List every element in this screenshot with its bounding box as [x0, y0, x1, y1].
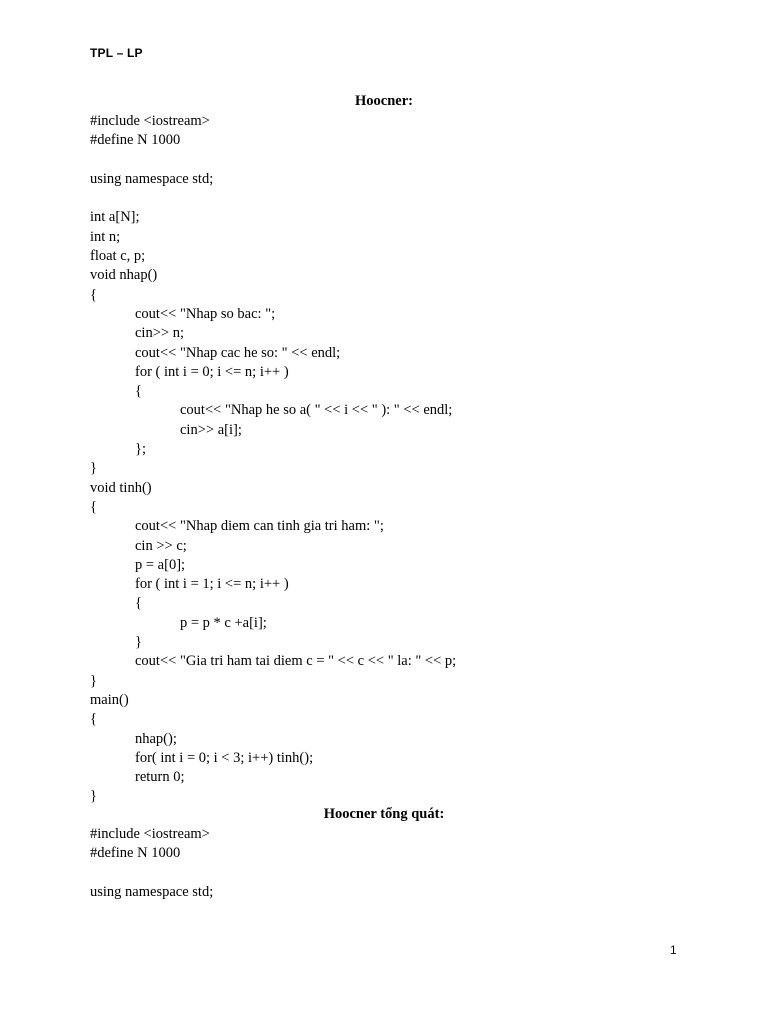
code-line: {: [135, 595, 142, 612]
code-line: cout<< "Gia tri ham tai diem c = " << c << " la: " << p;: [135, 653, 457, 670]
code-line: float c, p;: [90, 248, 146, 265]
code-line: using namespace std;: [90, 883, 214, 900]
code-line: {: [90, 711, 97, 728]
code-block-hoocner: [90, 112, 456, 807]
code-line: nhap();: [135, 730, 177, 747]
code-line: {: [135, 383, 142, 400]
code-line: for ( int i = 1; i <= n; i++ ): [135, 576, 289, 593]
section-title-hoocner: Hoocner:: [355, 93, 413, 109]
code-line: cout<< "Nhap so bac: ";: [135, 305, 276, 322]
code-line: cout<< "Nhap diem can tinh gia tri ham: ";: [135, 518, 384, 535]
code-line: cin>> a[i];: [180, 421, 242, 438]
code-line: cout<< "Nhap cac he so: " << endl;: [135, 344, 341, 361]
code-line: p = p * c +a[i];: [180, 614, 267, 631]
code-line: };: [135, 441, 146, 458]
code-line: }: [90, 672, 97, 689]
code-line: #define N 1000: [90, 845, 181, 862]
code-line: void tinh(): [90, 479, 152, 496]
code-line: }: [90, 788, 97, 805]
code-line: cout<< "Nhap he so a( " << i << " ): " << endl;: [180, 402, 453, 419]
code-line: #define N 1000: [90, 132, 181, 149]
page-header: TPL – LP: [90, 46, 143, 60]
code-line: for( int i = 0; i < 3; i++) tinh();: [135, 749, 314, 766]
code-line: #include <iostream>: [90, 113, 210, 129]
code-line: [90, 189, 456, 208]
code-line: p = a[0];: [135, 556, 186, 573]
code-line: {: [90, 286, 97, 303]
code-line: }: [135, 634, 142, 651]
code-line: int n;: [90, 228, 121, 245]
code-line: }: [90, 460, 97, 477]
code-line: int a[N];: [90, 209, 140, 226]
code-line: using namespace std;: [90, 170, 214, 187]
section-title-hoocner-tong-quat: Hoocner tổng quát:: [323, 806, 445, 822]
code-block-hoocner-tong-quat: [90, 825, 213, 902]
code-line: #include <iostream>: [90, 826, 210, 842]
code-line: void nhap(): [90, 267, 158, 284]
code-line: [90, 151, 456, 170]
code-line: cin>> n;: [135, 325, 184, 342]
code-line: return 0;: [135, 769, 185, 786]
code-line: main(): [90, 691, 129, 708]
page-number: 1: [670, 943, 677, 957]
code-line: cin >> c;: [135, 537, 187, 554]
code-line: {: [90, 498, 97, 515]
code-line: for ( int i = 0; i <= n; i++ ): [135, 363, 289, 380]
code-line: [90, 864, 213, 883]
